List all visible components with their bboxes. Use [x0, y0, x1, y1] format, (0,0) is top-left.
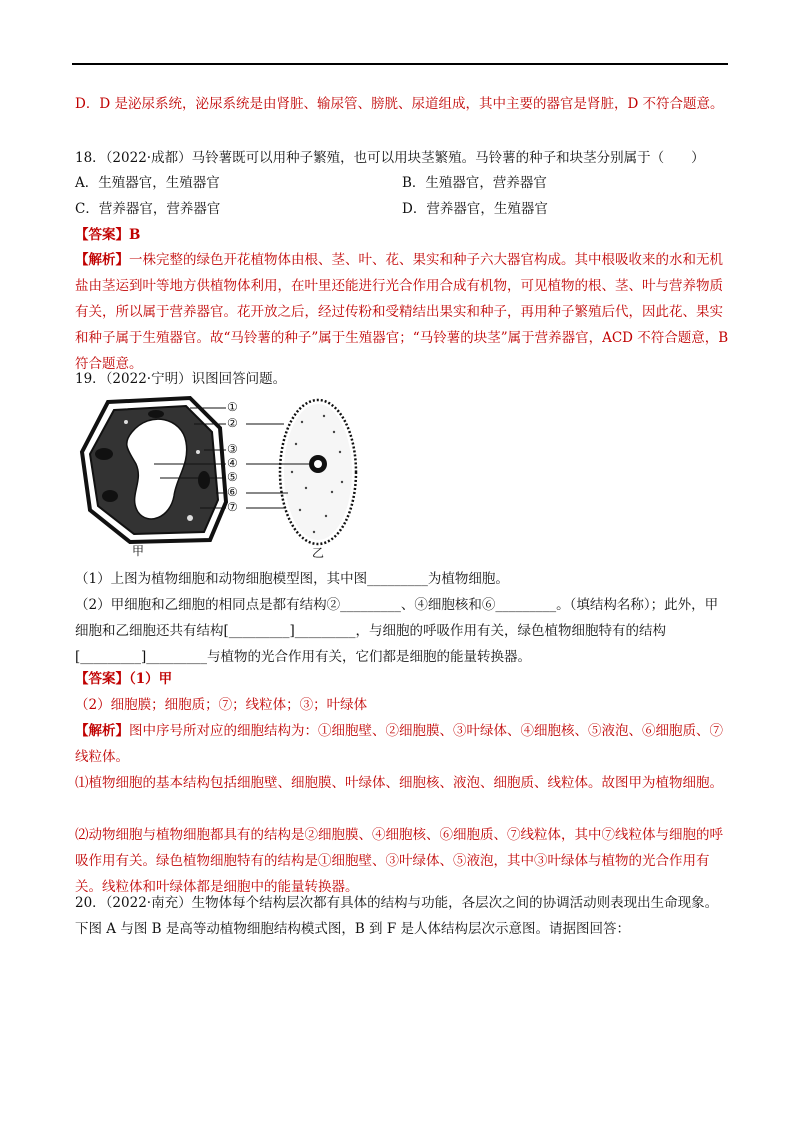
q18-analysis-tag: 【解析】: [75, 252, 129, 268]
q19-analysis-2: ⑵动物细胞与植物细胞都具有的结构是②细胞膜、④细胞核、⑥细胞质、⑦线粒体，其中⑦线粒体与细胞的呼吸作用有关。绿色植物细胞特有的结构是①细胞壁、③叶绿体、⑤液泡，其中③叶绿体与植物的光合作用有关。线粒体和叶绿体都是细胞中的能量转换器。: [75, 827, 723, 895]
header-rule: [72, 63, 728, 65]
q18-analysis-text: 一株完整的绿色开花植物体由根、茎、叶、花、果实和种子六大器官构成。其中根吸收来的水和无机盐由茎运到叶等地方供植物体利用，在叶里还能进行光合作用合成有机物，可见植物的根、茎、叶与营养物质有关，所以属于营养器官。花开放之后，经过传粉和受精结出果实和种子，再用种子繁殖后代，因此花、果实和种子属于生殖器官。故“马铃薯的种子”属于生殖器官；“马铃薯的块茎”属于营养器官，ACD 不符合题意，B 符合题意。: [75, 252, 729, 372]
label-2: ②: [227, 416, 238, 430]
label-3: ③: [227, 442, 238, 456]
label-1: ①: [227, 400, 238, 414]
q19-sub-2: （2）甲细胞和乙细胞的相同点是都有结构②_________、④细胞核和⑥_________。（填结构名称）；此外，甲细胞和乙细胞还共有结构[_________]_________，与细胞的呼吸作用有关，绿色植物细胞特有的结构[_________]_________与植物的光合作用有关，它们都是细胞的能量转换器。: [75, 597, 719, 665]
cell-diagram: [70, 392, 370, 564]
q19-analysis-tag: 【解析】: [75, 723, 129, 739]
label-5: ⑤: [227, 470, 238, 484]
question-18-stem: 18．（2022·成都）马铃薯既可以用种子繁殖，也可以用块茎繁殖。马铃薯的种子和块茎分别属于（ ）: [75, 150, 705, 166]
q18-answer: 【答案】B: [75, 227, 141, 243]
option-d-explanation: D．D 是泌尿系统，泌尿系统是由肾脏、输尿管、膀胱、尿道组成，其中主要的器官是肾脏，D 不符合题意。: [75, 96, 724, 112]
plant-cell-figure: [82, 398, 226, 542]
label-7: ⑦: [227, 500, 238, 514]
q19-analysis-text: 图中序号所对应的细胞结构为：①细胞壁、②细胞膜、③叶绿体、④细胞核、⑤液泡、⑥细胞质、⑦线粒体。: [75, 723, 723, 765]
q19-analysis: [75, 718, 730, 770]
q18-option-a: A．生殖器官，生殖器官: [75, 175, 220, 191]
animal-cell-figure: [280, 400, 356, 544]
label-6: ⑥: [227, 485, 238, 499]
label-4: ④: [227, 456, 238, 470]
q18-analysis: [75, 247, 730, 377]
question-20-stem: 20．（2022·南充）生物体每个结构层次都有具体的结构与功能，各层次之间的协调活动则表现出生命现象。下图 A 与图 B 是高等动植物细胞结构模式图，B 到 F 是人体结构层次示意图。请据图回答：: [75, 895, 719, 937]
caption-jia: 甲: [132, 544, 145, 558]
q19-sub-1: （1）上图为植物细胞和动物细胞模型图，其中图_________为植物细胞。: [75, 571, 509, 587]
q18-option-b: B．生殖器官，营养器官: [402, 175, 547, 191]
question-19-stem: 19．（2022·宁明）识图回答问题。: [75, 371, 287, 387]
q19-analysis-1: ⑴植物细胞的基本结构包括细胞壁、细胞膜、叶绿体、细胞核、液泡、细胞质、线粒体。故图甲为植物细胞。: [75, 775, 723, 791]
q19-answer-2: （2）细胞膜；细胞质；⑦；线粒体；③；叶绿体: [75, 697, 368, 713]
q18-option-c: C．营养器官，营养器官: [75, 201, 221, 217]
q18-option-d: D．营养器官，生殖器官: [402, 201, 548, 217]
caption-yi: 乙: [312, 546, 325, 560]
q19-answer-1: 【答案】（1）甲: [75, 671, 173, 687]
